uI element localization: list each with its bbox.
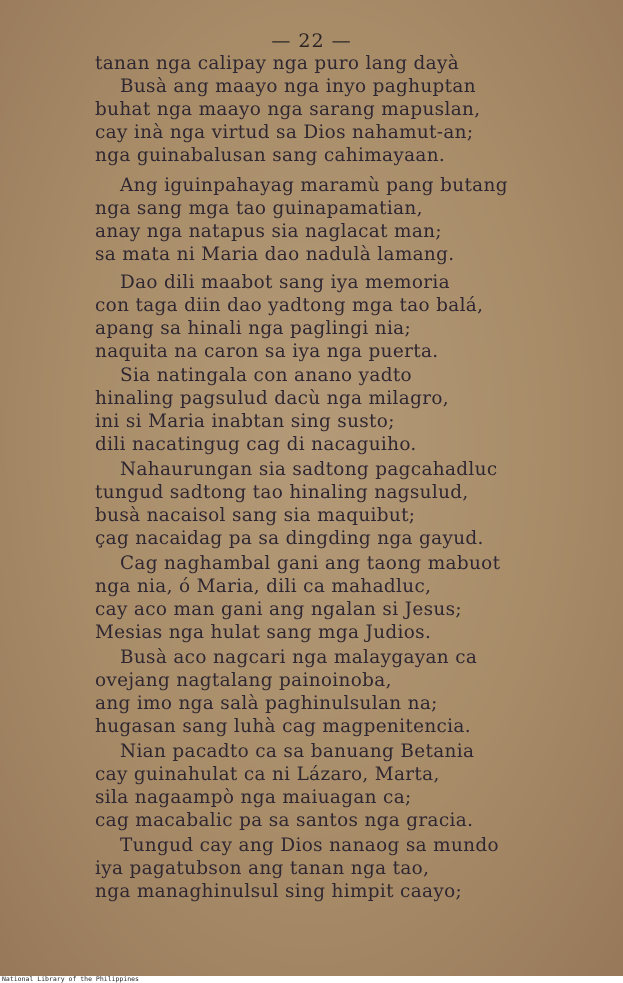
page-number: — 22 —: [271, 30, 352, 52]
verse-line: cay guinahulat ca ni Lázaro, Marta,: [95, 764, 440, 785]
verse-line: dili nacatingug cag di nacaguiho.: [95, 434, 417, 455]
verse-line: cag macabalic pa sa santos nga gracia.: [95, 810, 474, 831]
verse-line: nga managhinulsul sing himpit caayo;: [95, 881, 463, 902]
verse-line: tanan nga calipay nga puro lang dayà: [95, 53, 460, 74]
verse-line: Mesias nga hulat sang mga Judios.: [95, 622, 432, 643]
verse-line: nga guinabalusan sang cahimayaan.: [95, 145, 446, 166]
verse-line: buhat nga maayo nga sarang mapuslan,: [95, 99, 481, 120]
verse-line: iya pagatubson ang tanan nga tao,: [95, 858, 430, 879]
verse-line: ini si Maria inabtan sing susto;: [95, 411, 395, 432]
verse-line: cay aco man gani ang ngalan si Jesus;: [95, 599, 462, 620]
verse-line: çag nacaidag pa sa dingding nga gayud.: [95, 528, 484, 549]
verse-line: nga nia, ó Maria, dili ca mahadluc,: [95, 576, 432, 597]
verse-line: con taga diin dao yadtong mga tao balá,: [95, 295, 484, 316]
verse-line: Cag naghambal gani ang taong mabuot: [120, 553, 501, 574]
verse-line: Nian pacadto ca sa banuang Betania: [120, 741, 475, 762]
verse-line: tungud sadtong tao hinaling nagsulud,: [95, 482, 469, 503]
verse-line: apang sa hinali nga paglingi nia;: [95, 318, 412, 339]
footer-credit: National Library of the Philippines: [2, 975, 139, 983]
verse-line: nga sang mga tao guinapamatian,: [95, 198, 423, 219]
verse-line: naquita na caron sa iya nga puerta.: [95, 341, 439, 362]
verse-line: sa mata ni Maria dao nadulà lamang.: [95, 244, 455, 265]
verse-line: anay nga natapus sia naglacat man;: [95, 221, 442, 242]
verse-line: hinaling pagsulud dacù nga milagro,: [95, 388, 449, 409]
verse-line: sila nagaampò nga maiuagan ca;: [95, 787, 412, 808]
verse-line: cay inà nga virtud sa Dios nahamut-an;: [95, 122, 474, 143]
verse-line: Busà aco nagcari nga malaygayan ca: [120, 647, 478, 668]
verse-line: ovejang nagtalang painoinoba,: [95, 670, 392, 691]
verse-line: Busà ang maayo nga inyo paghuptan: [120, 76, 476, 97]
verse-line: Dao dili maabot sang iya memoria: [120, 272, 450, 293]
verse-line: Sia natingala con anano yadto: [120, 365, 412, 386]
verse-line: Ang iguinpahayag maramù pang butang: [120, 175, 508, 196]
verse-line: ang imo nga salà paghinulsulan na;: [95, 693, 438, 714]
verse-line: Tungud cay ang Dios nanaog sa mundo: [120, 835, 499, 856]
verse-line: busà nacaisol sang sia maquibut;: [95, 505, 416, 526]
verse-line: hugasan sang luhà cag magpenitencia.: [95, 716, 471, 737]
verse-line: Nahaurungan sia sadtong pagcahadluc: [120, 459, 498, 480]
